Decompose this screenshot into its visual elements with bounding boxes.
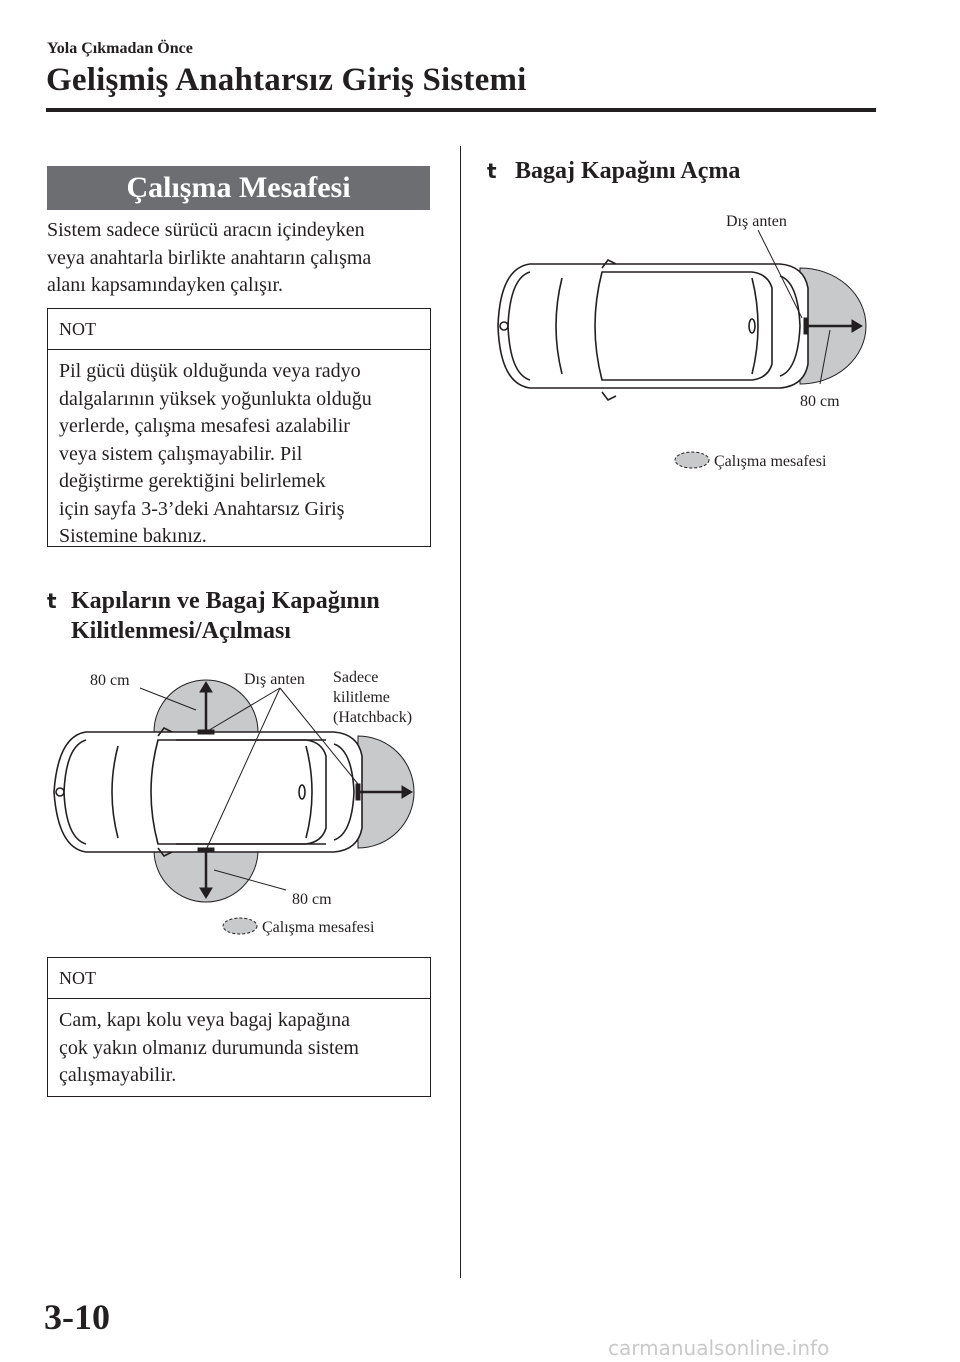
label-80cm-top: 80 cm xyxy=(90,672,130,689)
label-lock-only-3: (Hatchback) xyxy=(333,709,413,726)
label-80cm: 80 cm xyxy=(800,393,840,410)
intro-line: Sistem sadece sürücü aracın içindeyken xyxy=(47,219,365,241)
note-box xyxy=(47,308,431,547)
car-icon xyxy=(498,260,808,400)
bullet-marker: t xyxy=(487,159,497,183)
intro-line: alanı kapsamındayken çalışır. xyxy=(47,274,284,296)
note-line: değiştirme gerektiğini belirlemek xyxy=(59,470,326,492)
column-divider xyxy=(460,146,461,1278)
note-line: çalışmayabilir. xyxy=(59,1064,177,1086)
legend-swatch xyxy=(675,452,709,468)
bullet-marker: t xyxy=(47,589,57,613)
page-title: Gelişmiş Anahtarsız Giriş Sistemi xyxy=(46,62,527,98)
car-diagram-doors xyxy=(46,660,436,945)
car-icon xyxy=(54,728,362,856)
label-lock-only-2: kilitleme xyxy=(333,689,390,706)
subsection-line: Kapıların ve Bagaj Kapağının xyxy=(71,588,380,614)
note-heading: NOT xyxy=(48,958,430,999)
legend-swatch xyxy=(223,918,257,934)
label-80cm-bottom: 80 cm xyxy=(292,891,332,908)
header-divider xyxy=(46,108,876,112)
page-number: 3-10 xyxy=(44,1297,110,1337)
note-line: veya sistem çalışmayabilir. Pil xyxy=(59,442,303,465)
label-lock-only-1: Sadece xyxy=(333,669,379,686)
intro-paragraph xyxy=(47,217,427,300)
note-line: dalgalarının yüksek yoğunlukta olduğu xyxy=(59,387,372,410)
note-box xyxy=(47,957,431,1097)
subsection-line: Kilitlenmesi/Açılması xyxy=(71,618,291,644)
label-antenna: Dış anten xyxy=(244,671,305,688)
note-body xyxy=(48,999,430,1090)
intro-line: veya anahtarla birlikte anahtarın çalışma xyxy=(47,246,372,269)
watermark: carmanualsonline.info xyxy=(608,1336,830,1360)
legend-label: Çalışma mesafesi xyxy=(714,453,827,470)
note-line: Pil gücü düşük olduğunda veya radyo xyxy=(59,360,361,382)
car-diagram-liftgate xyxy=(490,206,880,476)
section-banner: Çalışma Mesafesi xyxy=(47,166,430,210)
note-line: çok yakın olmanız durumunda sistem xyxy=(59,1036,359,1059)
note-line: için sayfa 3-3’deki Anahtarsız Giriş xyxy=(59,497,345,520)
legend-label: Çalışma mesafesi xyxy=(262,919,375,936)
note-line: yerlerde, çalışma mesafesi azalabilir xyxy=(59,415,350,437)
note-heading: NOT xyxy=(48,309,430,350)
label-antenna: Dış anten xyxy=(726,213,787,230)
subsection-title: Bagaj Kapağını Açma xyxy=(515,158,741,184)
note-body xyxy=(48,350,430,551)
section-label: Yola Çıkmadan Önce xyxy=(47,40,193,57)
note-line: Sistemine bakınız. xyxy=(59,525,207,547)
note-line: Cam, kapı kolu veya bagaj kapağına xyxy=(59,1009,351,1031)
